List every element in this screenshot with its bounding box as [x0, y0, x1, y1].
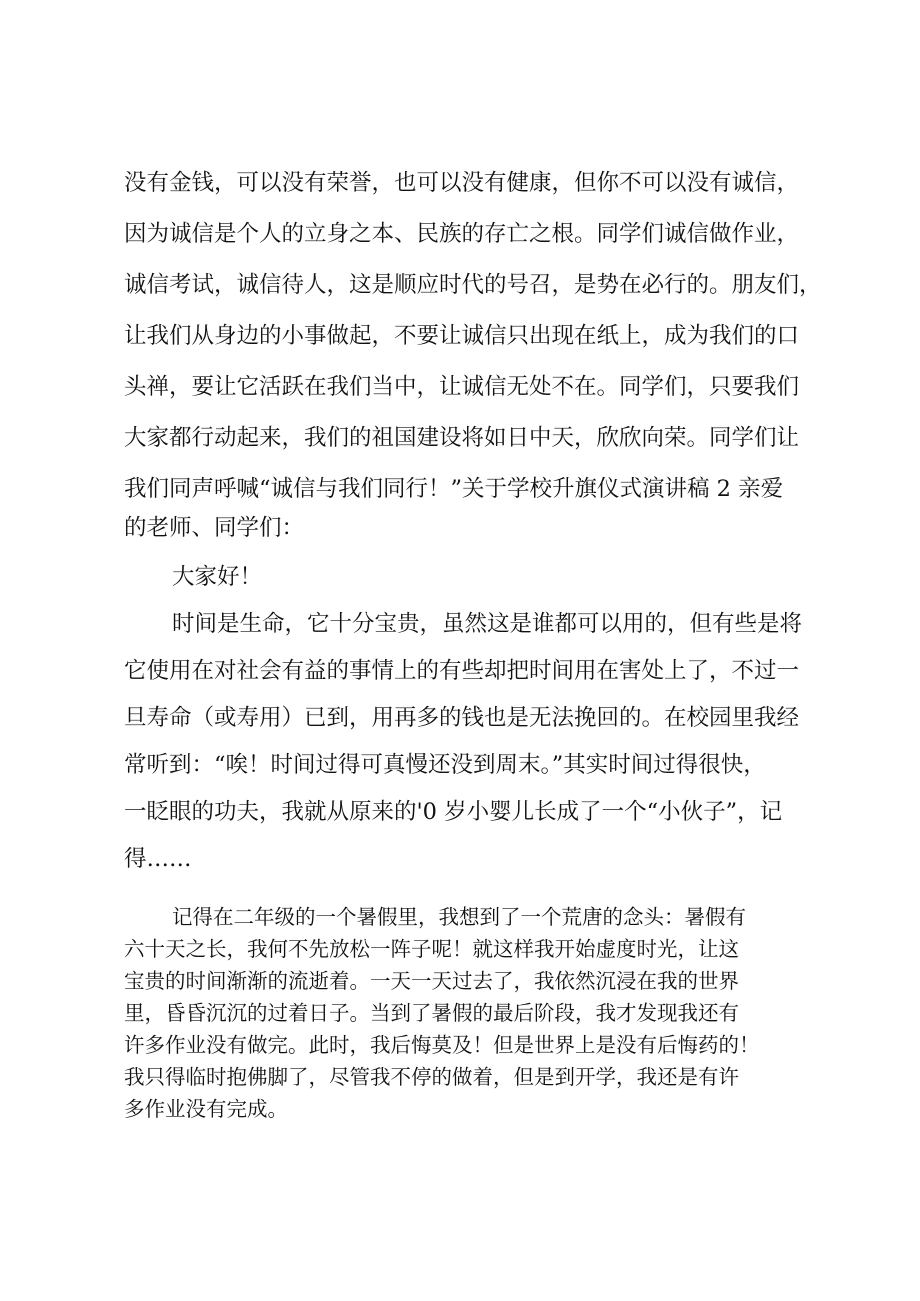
paragraph-line: 记得在二年级的一个暑假里，我想到了一个荒唐的念头：暑假有 [172, 905, 746, 929]
paragraph-line: 我只得临时抱佛脚了，尽管我不停的做着，但是到开学，我还是有许 [124, 1065, 739, 1089]
paragraph-line: 因为诚信是个人的立身之本、民族的存亡之根。同学们诚信做作业， [124, 221, 800, 247]
paragraph-line: 六十天之长，我何不先放松一阵子呢！就这样我开始虚度时光，让这 [124, 937, 739, 961]
paragraph-line: 的老师、同学们： [124, 515, 305, 541]
paragraph-line: 旦寿命（或寿用）已到，用再多的钱也是无法挽回的。在校园里我经 [124, 705, 800, 731]
paragraph-line: 头禅，要让它活跃在我们当中，让诚信无处不在。同学们，只要我们 [124, 374, 800, 400]
paragraph-line: 里，昏昏沉沉的过着日子。当到了暑假的最后阶段，我才发现我还有 [124, 1001, 739, 1025]
paragraph-line: 让我们从身边的小事做起，不要让诚信只出现在纸上，成为我们的口 [124, 323, 800, 349]
paragraph-line: 时间是生命，它十分宝贵，虽然这是谁都可以用的，但有些是将 [172, 611, 803, 637]
paragraph-line: 多作业没有完成。 [124, 1097, 288, 1121]
paragraph-line: 一眨眼的功夫，我就从原来的'0 岁小婴儿长成了一个“小伙子”，记 [124, 799, 783, 825]
paragraph-line: 它使用在对社会有益的事情上的有些却把时间用在害处上了，不过一 [124, 658, 800, 684]
paragraph-line: 常听到：“唉！时间过得可真慢还没到周末。”其实时间过得很快， [124, 752, 766, 778]
paragraph-line: 许多作业没有做完。此时，我后悔莫及！但是世界上是没有后悔药的！ [124, 1033, 760, 1057]
paragraph-line: 宝贵的时间渐渐的流逝着。一天一天过去了，我依然沉浸在我的世界 [124, 969, 739, 993]
greeting: 大家好！ [172, 564, 263, 590]
paragraph-line: 没有金钱，可以没有荣誉，也可以没有健康，但你不可以没有诚信， [124, 170, 800, 196]
paragraph-line: 我们同声呼喊“诚信与我们同行！”关于学校升旗仪式演讲稿 2 亲爱 [124, 476, 784, 502]
paragraph-line: 得…… [124, 846, 192, 872]
paragraph-line: 诚信考试，诚信待人，这是顺应时代的号召，是势在必行的。朋友们， [124, 272, 822, 298]
paragraph-line: 大家都行动起来，我们的祖国建设将如日中天，欣欣向荣。同学们让 [124, 425, 800, 451]
